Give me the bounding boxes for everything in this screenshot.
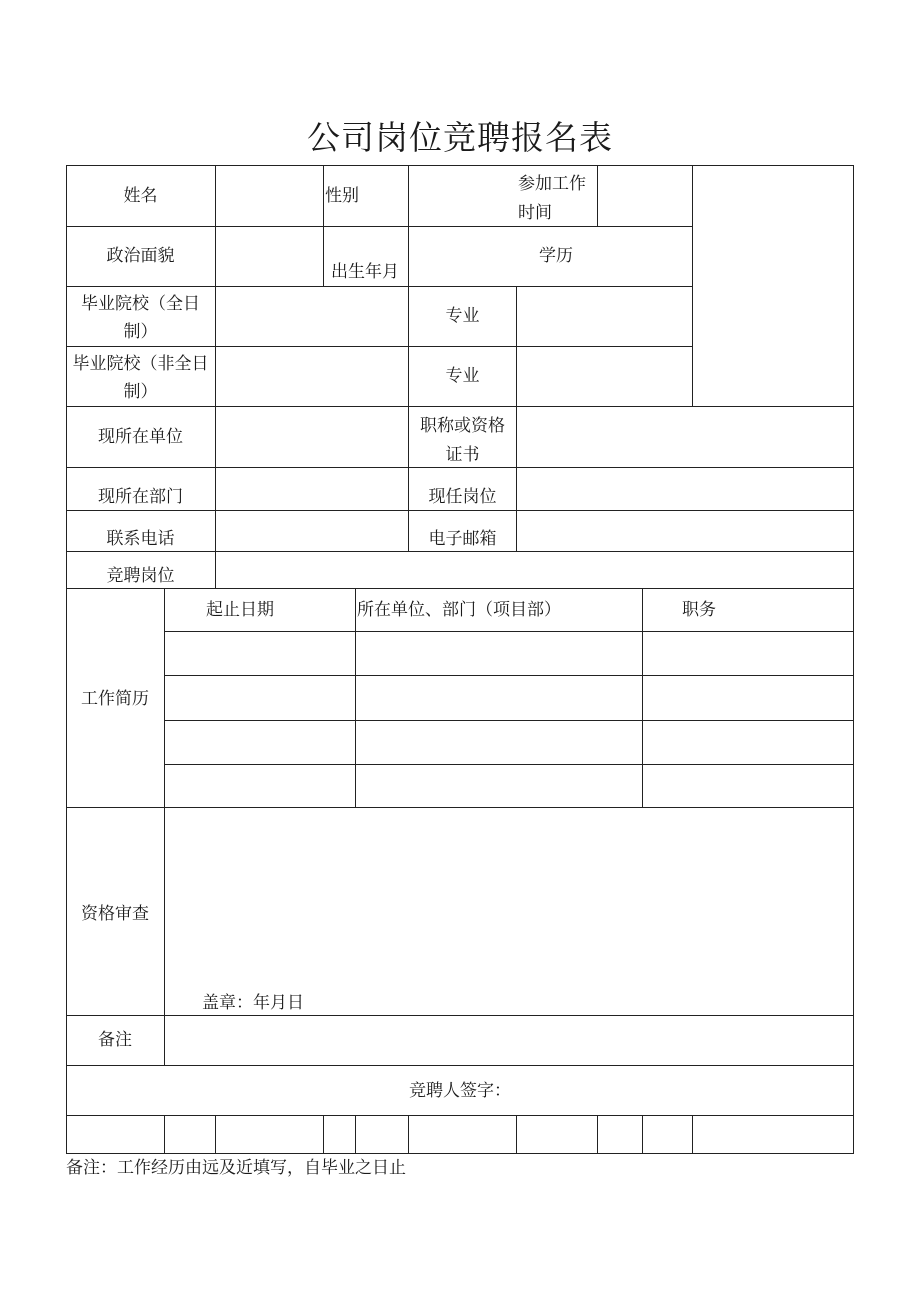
education-field[interactable] — [598, 227, 692, 286]
label-apply-post: 竞聘岗位 — [106, 566, 175, 586]
current-post-field[interactable] — [517, 468, 853, 510]
work-start-field[interactable] — [598, 166, 692, 226]
label-gender: 性别 — [325, 186, 359, 206]
political-field[interactable] — [216, 227, 322, 286]
label-email: 电子邮箱 — [428, 529, 497, 549]
label-work-start-line1: 参加工作 — [518, 174, 586, 194]
label-qualification: 资格审查 — [81, 904, 149, 924]
major-full-field[interactable] — [517, 287, 692, 346]
label-political: 政治面貌 — [106, 246, 175, 266]
major-part-field[interactable] — [517, 347, 692, 406]
label-current-unit: 现所在单位 — [98, 427, 183, 447]
header-position: 职务 — [682, 600, 716, 620]
footnote: 备注：工作经历由远及近填写，自毕业之日止 — [66, 1158, 406, 1178]
label-current-post: 现任岗位 — [428, 487, 497, 507]
label-major-full: 专业 — [445, 306, 480, 326]
label-signature: 竞聘人签字： — [409, 1081, 511, 1101]
label-name: 姓名 — [123, 186, 158, 206]
label-title-cert-line2: 证书 — [445, 445, 480, 465]
label-current-dept: 现所在部门 — [98, 487, 183, 507]
seal-date-line: 盖章：年月日 — [202, 993, 304, 1013]
title-cert-field[interactable] — [517, 407, 853, 467]
header-dates: 起止日期 — [206, 600, 274, 620]
label-school-full-line1: 毕业院校（全日 — [81, 294, 200, 314]
photo-area[interactable] — [693, 166, 853, 406]
page-title: 公司岗位竞聘报名表 — [307, 118, 613, 157]
school-part-field[interactable] — [216, 347, 408, 406]
gender-field[interactable] — [409, 166, 515, 226]
label-school-full-line2: 制） — [123, 322, 158, 342]
current-dept-field[interactable] — [216, 468, 408, 510]
remark-field[interactable] — [165, 1016, 853, 1065]
label-remark: 备注 — [98, 1030, 132, 1050]
label-birth: 出生年月 — [331, 262, 399, 282]
current-unit-field[interactable] — [216, 407, 408, 467]
label-work-start-line2: 时间 — [518, 203, 552, 223]
header-unit: 所在单位、部门（项目部） — [357, 600, 561, 620]
name-field[interactable] — [216, 166, 322, 226]
label-major-part: 专业 — [445, 366, 480, 386]
label-school-part-line1: 毕业院校（非全日 — [72, 354, 209, 374]
apply-post-field[interactable] — [216, 552, 853, 588]
label-phone: 联系电话 — [106, 529, 175, 549]
label-education: 学历 — [539, 246, 573, 266]
school-full-field[interactable] — [216, 287, 408, 346]
email-field[interactable] — [517, 511, 853, 551]
label-school-part-line2: 制） — [123, 382, 158, 402]
birth-field[interactable] — [409, 227, 515, 286]
label-title-cert-line1: 职称或资格 — [420, 416, 505, 436]
phone-field[interactable] — [216, 511, 408, 551]
label-work-history: 工作简历 — [81, 689, 149, 709]
